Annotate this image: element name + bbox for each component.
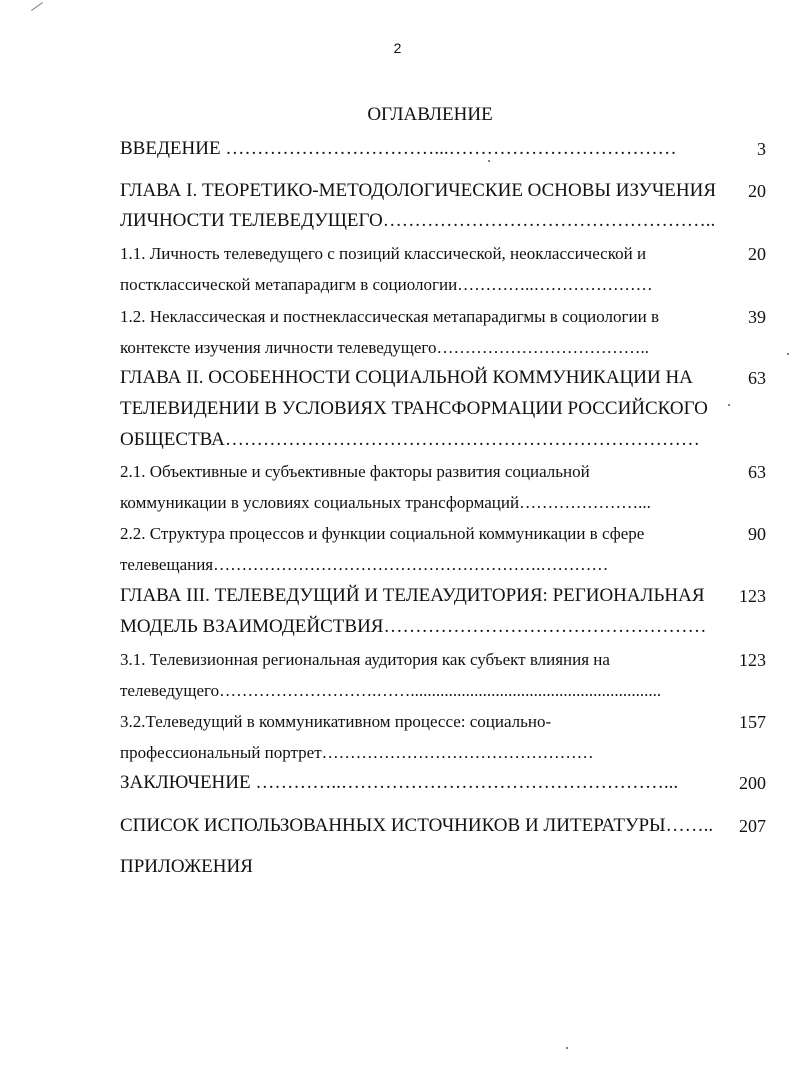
toc-entry-chapter-3-cont: МОДЕЛЬ ВЗАИМОДЕЙСТВИЯ…………………………………………… <box>120 616 707 637</box>
toc-entry-bibliography: СПИСОК ИСПОЛЬЗОВАННЫХ ИСТОЧНИКОВ И ЛИТЕРАТУРЫ…….. <box>120 815 714 836</box>
toc-entry-section-2-1-cont: коммуникации в условиях социальных трансформаций…………………... <box>120 493 651 512</box>
toc-entry-chapter-1-cont: ЛИЧНОСТИ ТЕЛЕВЕДУЩЕГО…………………………………………….. <box>120 210 716 231</box>
page-number: 2 <box>393 40 402 56</box>
scan-mark <box>31 2 43 11</box>
toc-entry-section-1-2-cont: контексте изучения личности телеведущего……………………………….. <box>120 338 649 357</box>
toc-page-number: 123 <box>739 586 766 606</box>
toc-entry-appendices: ПРИЛОЖЕНИЯ <box>120 856 253 877</box>
toc-page-number: 39 <box>748 307 766 327</box>
toc-entry-chapter-3: ГЛАВА III. ТЕЛЕВЕДУЩИЙ И ТЕЛЕАУДИТОРИЯ: РЕГИОНАЛЬНАЯ <box>120 585 705 606</box>
toc-entry-section-3-1-cont: телеведущего……………………….……........................................................... <box>120 681 662 700</box>
toc-page-number: 20 <box>748 244 766 264</box>
toc-entry-chapter-2: ГЛАВА II. ОСОБЕННОСТИ СОЦИАЛЬНОЙ КОММУНИКАЦИИ НА <box>120 367 693 388</box>
scan-speck <box>566 1047 568 1049</box>
toc-page-number: 207 <box>739 816 766 836</box>
toc-entry-section-1-1: 1.1. Личность телеведущего с позиций классической, неоклассической и <box>120 244 647 263</box>
toc-entry-conclusion: ЗАКЛЮЧЕНИЕ …………..……………………………………………... <box>120 772 679 793</box>
toc-page-number: 63 <box>748 462 766 482</box>
toc-entry-section-2-1: 2.1. Объективные и субъективные факторы развития социальной <box>120 462 590 481</box>
toc-entry-section-2-2: 2.2. Структура процессов и функции социальной коммуникации в сфере <box>120 524 645 543</box>
toc-title: ОГЛАВЛЕНИЕ <box>367 104 493 125</box>
toc-entry-chapter-2-cont: ТЕЛЕВИДЕНИИ В УСЛОВИЯХ ТРАНСФОРМАЦИИ РОССИЙСКОГО <box>120 398 708 419</box>
toc-page-number: 200 <box>739 773 766 793</box>
toc-entry-section-3-2-cont: профессиональный портрет………………………………………… <box>120 743 594 762</box>
toc-entry-chapter-2-cont: ОБЩЕСТВА………………………………………………………………… <box>120 429 700 450</box>
toc-page-number: 90 <box>748 524 766 544</box>
scan-speck <box>787 353 789 355</box>
toc-entry-section-1-2: 1.2. Неклассическая и постнеклассическая метапарадигмы в социологии в <box>120 307 659 326</box>
toc-page-number: 3 <box>757 139 766 159</box>
toc-entry-section-3-2: 3.2.Телеведущий в коммуникативном процессе: социально- <box>120 712 552 731</box>
toc-entry-chapter-1: ГЛАВА I. ТЕОРЕТИКО-МЕТОДОЛОГИЧЕСКИЕ ОСНОВЫ ИЗУЧЕНИЯ <box>120 180 717 201</box>
toc-page-number: 63 <box>748 368 766 388</box>
toc-page-number: 157 <box>739 712 766 732</box>
toc-entry-section-1-1-cont: постклассической метапарадигм в социологии…………..………………… <box>120 275 653 294</box>
scan-speck <box>488 160 490 162</box>
toc-page-number: 20 <box>748 181 766 201</box>
scan-speck <box>728 404 730 406</box>
toc-entry-introduction: ВВЕДЕНИЕ ……………………………...……………………………… <box>120 138 677 159</box>
toc-entry-section-3-1: 3.1. Телевизионная региональная аудитория как субъект влияния на <box>120 650 610 669</box>
toc-entry-section-2-2-cont: телевещания………………………………………………….………… <box>120 555 609 574</box>
toc-page-number: 123 <box>739 650 766 670</box>
